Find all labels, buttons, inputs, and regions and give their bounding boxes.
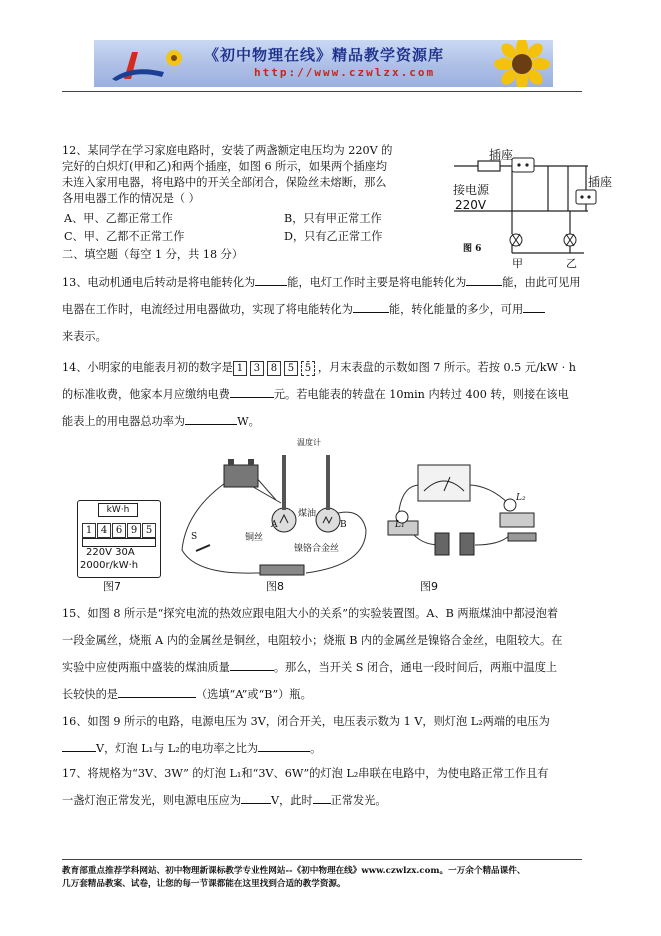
- answer-blank[interactable]: [466, 273, 502, 286]
- fig6-lamp-label: 乙: [566, 257, 577, 270]
- meter-digit: 5: [284, 361, 298, 376]
- header-url[interactable]: http://www.czwlzx.com: [254, 66, 436, 79]
- answer-blank[interactable]: [313, 791, 331, 804]
- q12-option-d: D，只有乙正常工作: [284, 230, 383, 243]
- answer-blank[interactable]: [353, 300, 389, 313]
- answer-blank[interactable]: [523, 300, 545, 313]
- meter-initial-reading: [233, 361, 318, 374]
- q12-line: 各用电器工作的情况是（ ）: [62, 192, 200, 205]
- meter-unit: kW·h: [98, 503, 138, 517]
- meter-digit: 1: [82, 523, 96, 538]
- meter-digit: 8: [267, 361, 281, 376]
- q16-line: V，灯泡 L₁与 L₂的电功率之比为 。: [62, 735, 550, 762]
- q14-text: [62, 354, 576, 435]
- fig9-caption: 图9: [420, 580, 438, 593]
- answer-blank[interactable]: [230, 385, 274, 398]
- q16-line: 16、如图 9 所示的电路，电源电压为 3V，闭合开关，电压表示数为 1 V，则灯泡 L₂两端的电压为: [62, 715, 550, 728]
- q17-line: 17、将规格为“3V、3W” 的灯泡 L₁和“3V、6W”的灯泡 L₂串联在电路中，为使电路正常工作且有: [62, 767, 549, 780]
- header-banner: [94, 40, 553, 87]
- fig8-bottle-b-label: B: [340, 520, 347, 530]
- header-title: 《初中物理在线》精品教学资源库: [204, 46, 445, 64]
- meter-digit: 9: [127, 523, 141, 538]
- figure-7-meter: [77, 500, 161, 578]
- q14-line: 的标准收费，他家本月应缴纳电费 元。若电能表的转盘在 10min 内转过 400 转，则接在该电: [62, 381, 576, 408]
- meter-digit-decimal: 5: [301, 361, 315, 376]
- fig7-caption: 图7: [103, 580, 121, 593]
- fig9-l2-label: L₂: [516, 493, 526, 503]
- fig8-switch-label: S: [191, 532, 198, 542]
- q13-line: 来表示。: [62, 330, 107, 343]
- q15-line: 15、如图 8 所示是“探究电流的热效应跟电阻大小的关系”的实验装置图。A、B 两瓶煤油中都浸泡着: [62, 607, 559, 620]
- q13-line: 电器在工作时，电流经过用电器做功，实现了将电能转化为 能，转化能量的多少，可用: [62, 296, 581, 323]
- fig6-power-label: 接电源: [453, 183, 490, 197]
- q12-option-b: B，只有甲正常工作: [284, 212, 382, 225]
- meter-rating: 220V 30A: [86, 547, 135, 558]
- answer-blank[interactable]: [62, 739, 96, 752]
- q17-text: [62, 760, 548, 814]
- header-divider: [62, 91, 582, 92]
- meter-disc-window: [82, 538, 156, 547]
- q12-line: 未连入家用电器，将电路中的开关全部闭合，保险丝未熔断，那么: [62, 176, 387, 189]
- meter-digit: 5: [142, 523, 156, 538]
- q12-line: 12、某同学在学习家庭电路时，安装了两盏额定电压均为 220V 的: [62, 144, 393, 157]
- fig8-kerosene-label: 煤油: [298, 509, 317, 519]
- logo-icon: [102, 46, 188, 84]
- q14-line: 能表上的用电器总功率为 W。: [62, 408, 576, 435]
- q12-stem: [62, 143, 392, 207]
- fig6-lamp-label: 甲: [512, 257, 523, 270]
- fig8-caption: 图8: [266, 580, 284, 593]
- answer-blank[interactable]: [230, 658, 274, 671]
- footer-line: 教育部重点推荐学科网站、初中物理新课标教学专业性网站--《初中物理在线》www.czwlzx.com。一万余个精品课件、: [62, 866, 526, 876]
- answer-blank[interactable]: [255, 273, 287, 286]
- answer-blank[interactable]: [185, 412, 237, 425]
- fig8-copper-label: 铜丝: [245, 533, 264, 543]
- fig8-bottle-a-label: A: [271, 520, 278, 530]
- footer-line: 几万套精品教案、试卷，让您的每一节课都能在这里找到合适的教学资源。: [62, 879, 346, 889]
- meter-digit: 4: [97, 523, 111, 538]
- q13-text: [62, 269, 581, 350]
- q12-line: 完好的白炽灯(甲和乙)和两个插座，如图 6 所示，如果两个插座均: [62, 160, 388, 173]
- q13-line: 13、电动机通电后转动是将电能转化为 能，电灯工作时主要是将电能转化为 能，由此可见用: [62, 269, 581, 296]
- q17-line: 一盏灯泡正常发光，则电源电压应为 V，此时 正常发光。: [62, 787, 548, 814]
- footer-divider: [62, 859, 582, 860]
- fig6-voltage-label: 220V: [455, 198, 487, 212]
- q15-line: 长较快的是 （选填“A”或“B”）瓶。: [62, 681, 562, 708]
- fig8-nichrome-label: 镍铬合金丝: [294, 544, 340, 554]
- q15-text: [62, 600, 562, 708]
- q14-line: 14、小明家的电能表月初的数字是 1 3 8 5 5 ，月末表盘的示数如图 7 所示。若按 0.5 元/kW · h: [62, 361, 576, 374]
- meter-digit: 6: [112, 523, 126, 538]
- meter-constant: 2000r/kW·h: [80, 560, 139, 571]
- q15-line: 一段金属丝，烧瓶 A 内的金属丝是铜丝，电阻较小；烧瓶 B 内的金属丝是镍铬合金丝，电阻较大。在: [62, 634, 563, 647]
- fig9-l1-label: L₁: [395, 520, 405, 530]
- fig6-socket-label: 插座: [489, 148, 514, 162]
- figure-9-circuit: [380, 455, 540, 580]
- fig6-socket-label: 插座: [588, 175, 613, 189]
- q12-option-c: C、甲、乙都不正常工作: [64, 230, 185, 243]
- q16-text: [62, 708, 550, 762]
- meter-digit: 1: [233, 361, 247, 376]
- meter-final-reading: [82, 520, 156, 539]
- answer-blank[interactable]: [258, 739, 310, 752]
- fig6-caption: 图 6: [463, 244, 482, 254]
- fig8-thermometer-label: 温度计: [297, 438, 321, 447]
- q15-line: 实验中应使两瓶中盛装的煤油质量 。那么，当开关 S 闭合，通电一段时间后，两瓶中温度上: [62, 654, 562, 681]
- section-heading: 二、填空题（每空 1 分，共 18 分）: [62, 248, 244, 261]
- sunflower-icon: [492, 40, 553, 87]
- answer-blank[interactable]: [241, 791, 271, 804]
- meter-digit: 3: [250, 361, 264, 376]
- q12-option-a: A、甲、乙都正常工作: [64, 212, 173, 225]
- answer-blank[interactable]: [118, 685, 196, 698]
